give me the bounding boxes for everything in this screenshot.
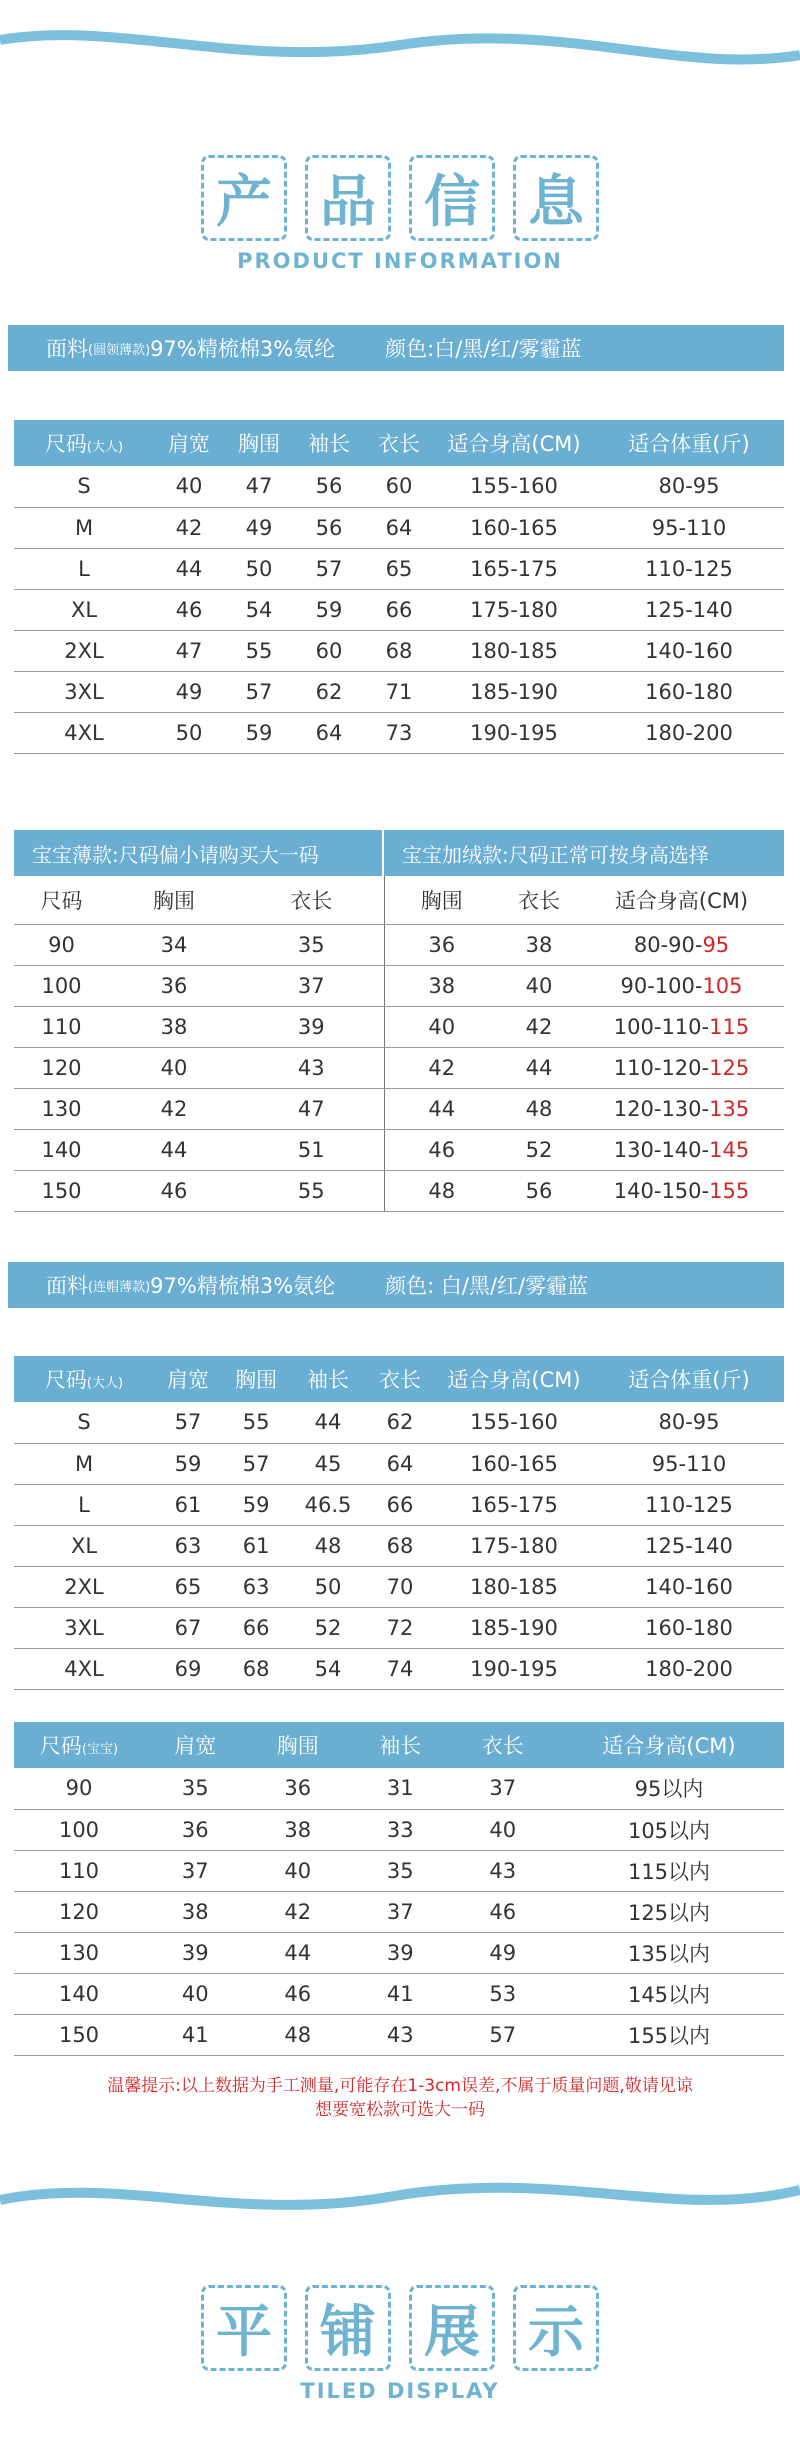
table-cell: M: [14, 1443, 154, 1484]
table-cell: 180-185: [434, 630, 594, 671]
table-cell: 40: [499, 965, 579, 1006]
table-cell: 125-140: [594, 1525, 784, 1566]
table-cell: 41: [349, 1973, 452, 2014]
table-cell: 38: [384, 965, 499, 1006]
table-cell: 90: [14, 924, 109, 965]
table-cell: 175-180: [434, 589, 594, 630]
table-cell: 69: [154, 1648, 222, 1689]
header-length: 衣长: [452, 1722, 555, 1768]
table-cell: 64: [364, 507, 434, 548]
title-char: 铺: [305, 2285, 391, 2371]
table-cell: 140-160: [594, 1566, 784, 1607]
height-max: 145: [709, 1137, 750, 1162]
table-cell: 33: [349, 1809, 452, 1850]
table-cell: 65: [364, 548, 434, 589]
table-cell: 3XL: [14, 671, 154, 712]
table-row: [14, 2014, 784, 2055]
table-cell: 37: [239, 965, 384, 1006]
table-cell: 40: [247, 1850, 350, 1891]
fabric-note: (连帽薄款): [88, 1279, 151, 1295]
title-char: 平: [201, 2285, 287, 2371]
title-subtitle: PRODUCT INFORMATION: [237, 249, 563, 273]
table-cell: 35: [349, 1850, 452, 1891]
table-row: [14, 1006, 784, 1047]
table-cell: 48: [290, 1525, 366, 1566]
table-cell: 66: [222, 1607, 290, 1648]
height-range: 100-110-: [613, 1014, 710, 1039]
table-row: [14, 1809, 784, 1850]
table-cell: 36: [144, 1809, 247, 1850]
tiled-display-title: [0, 2285, 800, 2403]
header-length: 衣长: [239, 876, 384, 924]
table-cell: 59: [222, 1484, 290, 1525]
top-wave-decoration: [0, 0, 800, 90]
table-cell: 44: [384, 1088, 499, 1129]
table-cell: 47: [224, 466, 294, 507]
table-cell: 180-200: [594, 712, 784, 753]
table-cell: 52: [290, 1607, 366, 1648]
header-height: 适合身高(CM): [434, 420, 594, 466]
table-cell: 155-160: [434, 1402, 594, 1443]
baby-fleece-title: 宝宝加绒款:尺码正常可按身高选择: [384, 830, 784, 876]
table-cell: 67: [154, 1607, 222, 1648]
adult-size-table-crewneck: [14, 420, 784, 754]
table-cell: 95以内: [554, 1768, 784, 1809]
title-char: 品: [305, 155, 391, 241]
table-row: [14, 1891, 784, 1932]
table-cell: 68: [364, 630, 434, 671]
table-cell: 39: [239, 1006, 384, 1047]
table-row: [14, 630, 784, 671]
table-row: [14, 671, 784, 712]
table-row: [14, 1768, 784, 1809]
fabric-bar-hoodie: [8, 1262, 784, 1308]
table-cell: 45: [290, 1443, 366, 1484]
baby-thin-title: 宝宝薄款:尺码偏小请购买大一码: [14, 830, 384, 876]
table-cell: 42: [109, 1088, 239, 1129]
header-weight: 适合体重(斤): [594, 420, 784, 466]
table-cell: 46.5: [290, 1484, 366, 1525]
table-row: [14, 507, 784, 548]
table-cell: 165-175: [434, 548, 594, 589]
table-cell: 150: [14, 2014, 144, 2055]
table-cell: 44: [499, 1047, 579, 1088]
fabric-composition: 97%精梳棉3%氨纶: [150, 1274, 336, 1298]
table-cell: 60: [294, 630, 364, 671]
table-cell: 42: [384, 1047, 499, 1088]
table-cell: 40: [144, 1973, 247, 2014]
table-cell: 110: [14, 1850, 144, 1891]
table-cell: 54: [290, 1648, 366, 1689]
table-cell: 120: [14, 1047, 109, 1088]
fabric-label: 面料: [46, 337, 88, 361]
table-cell: 180-200: [594, 1648, 784, 1689]
table-cell: 56: [294, 466, 364, 507]
table-cell: 62: [294, 671, 364, 712]
table-cell: 2XL: [14, 630, 154, 671]
header-height-fleece: 适合身高(CM): [579, 876, 784, 924]
table-cell: M: [14, 507, 154, 548]
table-row: [14, 1973, 784, 2014]
product-info-title: [0, 155, 800, 273]
table-cell-height: [579, 1088, 784, 1129]
header-length: 衣长: [366, 1356, 434, 1402]
table-cell: 50: [290, 1566, 366, 1607]
height-max: 105: [702, 973, 743, 998]
table-cell: 64: [366, 1443, 434, 1484]
baby-size-section: [14, 830, 784, 1212]
table-cell: 38: [499, 924, 579, 965]
table-cell: 44: [154, 548, 224, 589]
table-cell: 59: [224, 712, 294, 753]
table-cell: 40: [384, 1006, 499, 1047]
header-chest: 胸围: [109, 876, 239, 924]
table-cell: 4XL: [14, 712, 154, 753]
table-cell: 175-180: [434, 1525, 594, 1566]
header-shoulder: 肩宽: [154, 420, 224, 466]
table-cell: 35: [239, 924, 384, 965]
table-cell: 140: [14, 1129, 109, 1170]
title-char: 示: [513, 2285, 599, 2371]
note-line-2: 想要宽松款可选大一码: [315, 2100, 485, 2120]
table-cell: 46: [384, 1129, 499, 1170]
title-char: 息: [513, 155, 599, 241]
baby-body: [14, 924, 784, 1211]
table-cell: 125以内: [554, 1891, 784, 1932]
table-cell: 80-95: [594, 466, 784, 507]
table-cell: 100: [14, 1809, 144, 1850]
table-cell: 105以内: [554, 1809, 784, 1850]
table-row: [14, 1129, 784, 1170]
table-cell: 185-190: [434, 671, 594, 712]
adult-size-table-hoodie: [14, 1356, 784, 1690]
table-cell: 55: [222, 1402, 290, 1443]
table-cell: 47: [154, 630, 224, 671]
table-cell: 68: [222, 1648, 290, 1689]
header-length-fleece: 衣长: [499, 876, 579, 924]
size-note: [0, 2074, 800, 2122]
table-cell: 155-160: [434, 466, 594, 507]
bottom-wave-decoration: [0, 2150, 800, 2240]
table-cell: 43: [349, 2014, 452, 2055]
table-cell: 37: [144, 1850, 247, 1891]
table-cell: 68: [366, 1525, 434, 1566]
table-cell: 65: [154, 1566, 222, 1607]
table-cell: XL: [14, 589, 154, 630]
table-cell: 53: [452, 1973, 555, 2014]
table-cell: 160-180: [594, 1607, 784, 1648]
table-cell: 35: [144, 1768, 247, 1809]
table-cell: 34: [109, 924, 239, 965]
header-sleeve: 袖长: [349, 1722, 452, 1768]
table-cell: 38: [247, 1809, 350, 1850]
table-cell: 47: [239, 1088, 384, 1129]
table-cell-height: [579, 1170, 784, 1211]
table-cell: 36: [109, 965, 239, 1006]
adult2-body: [14, 1402, 784, 1689]
table-row: [14, 1648, 784, 1689]
table-cell: 2XL: [14, 1566, 154, 1607]
table-cell: 160-165: [434, 1443, 594, 1484]
table-cell: XL: [14, 1525, 154, 1566]
table-cell: 52: [499, 1129, 579, 1170]
table-cell: 36: [384, 924, 499, 965]
table-cell: 160-180: [594, 671, 784, 712]
table-row: [14, 1402, 784, 1443]
table-cell: 160-165: [434, 507, 594, 548]
header-chest-fleece: 胸围: [384, 876, 499, 924]
table-cell: 110-125: [594, 548, 784, 589]
table-cell: 95-110: [594, 1443, 784, 1484]
table-cell: 95-110: [594, 507, 784, 548]
table-row: [14, 1525, 784, 1566]
table-cell: 42: [154, 507, 224, 548]
table-cell: S: [14, 1402, 154, 1443]
table-cell: 90: [14, 1768, 144, 1809]
table-cell-height: [579, 1006, 784, 1047]
height-range: 130-140-: [613, 1137, 710, 1162]
baby2-body: [14, 1768, 784, 2055]
table-cell: 44: [247, 1932, 350, 1973]
header-size: 尺码: [14, 876, 109, 924]
adult1-body: [14, 466, 784, 753]
table-cell: 115以内: [554, 1850, 784, 1891]
baby-size-table: [14, 876, 784, 1212]
table-cell: 80-95: [594, 1402, 784, 1443]
height-range: 120-130-: [613, 1096, 710, 1121]
table-cell: 57: [154, 1402, 222, 1443]
table-cell: 46: [154, 589, 224, 630]
fabric-note: (圆领薄款): [88, 342, 151, 358]
table-cell: 190-195: [434, 712, 594, 753]
title-char: 展: [409, 2285, 495, 2371]
table-cell: 59: [294, 589, 364, 630]
height-max: 115: [709, 1014, 750, 1039]
header-height: 适合身高(CM): [554, 1722, 784, 1768]
table-cell: 135以内: [554, 1932, 784, 1973]
table-cell: 73: [364, 712, 434, 753]
table-cell: 130: [14, 1932, 144, 1973]
title-char: 信: [409, 155, 495, 241]
table-cell: 43: [452, 1850, 555, 1891]
table-cell: 60: [364, 466, 434, 507]
table-row: [14, 1566, 784, 1607]
table-cell: 165-175: [434, 1484, 594, 1525]
table-cell: 71: [364, 671, 434, 712]
table-cell: 140: [14, 1973, 144, 2014]
table-cell: 31: [349, 1768, 452, 1809]
fabric-composition: 97%精梳棉3%氨纶: [150, 337, 336, 361]
table-cell: 63: [154, 1525, 222, 1566]
table-row: [14, 1932, 784, 1973]
table-cell-height: [579, 1129, 784, 1170]
table-cell: 59: [154, 1443, 222, 1484]
table-cell: 74: [366, 1648, 434, 1689]
table-cell: 4XL: [14, 1648, 154, 1689]
fabric-bar-crewneck: [8, 325, 784, 371]
table-cell: 40: [154, 466, 224, 507]
table-cell: 66: [366, 1484, 434, 1525]
height-max: 135: [709, 1096, 750, 1121]
table-cell-height: [579, 965, 784, 1006]
header-weight: 适合体重(斤): [594, 1356, 784, 1402]
table-row: [14, 712, 784, 753]
table-cell: 57: [452, 2014, 555, 2055]
table-cell: 63: [222, 1566, 290, 1607]
table-cell: 56: [294, 507, 364, 548]
title-char: 产: [201, 155, 287, 241]
table-cell: 66: [364, 589, 434, 630]
header-length: 衣长: [364, 420, 434, 466]
table-cell-height: [579, 924, 784, 965]
table-cell: 180-185: [434, 1566, 594, 1607]
table-cell: S: [14, 466, 154, 507]
table-cell: 62: [366, 1402, 434, 1443]
table-cell: 110: [14, 1006, 109, 1047]
header-size: 尺码(大人): [14, 1356, 154, 1402]
table-cell: 39: [144, 1932, 247, 1973]
table-cell: 70: [366, 1566, 434, 1607]
table-row: [14, 1850, 784, 1891]
table-cell: 155以内: [554, 2014, 784, 2055]
table-cell: 130: [14, 1088, 109, 1129]
header-size: 尺码(宝宝): [14, 1722, 144, 1768]
height-range: 90-100-: [620, 973, 703, 998]
table-cell: 150: [14, 1170, 109, 1211]
table-cell: L: [14, 1484, 154, 1525]
table-cell: 100: [14, 965, 109, 1006]
title-subtitle: TILED DISPLAY: [300, 2379, 500, 2403]
header-sleeve: 袖长: [290, 1356, 366, 1402]
table-cell: 44: [290, 1402, 366, 1443]
table-cell: 54: [224, 589, 294, 630]
table-cell: 61: [154, 1484, 222, 1525]
table-cell: 55: [239, 1170, 384, 1211]
fabric-colors: 颜色: 白/黑/红/雾霾蓝: [385, 1274, 589, 1298]
table-cell: 50: [224, 548, 294, 589]
height-max: 95: [702, 932, 730, 957]
table-cell: 190-195: [434, 1648, 594, 1689]
table-cell: 185-190: [434, 1607, 594, 1648]
table-cell: 48: [384, 1170, 499, 1211]
table-row: [14, 1047, 784, 1088]
table-row: [14, 466, 784, 507]
table-cell: 57: [222, 1443, 290, 1484]
height-range: 140-150-: [613, 1178, 710, 1203]
table-cell: 38: [109, 1006, 239, 1047]
table-cell: 46: [452, 1891, 555, 1932]
table-row: [14, 1170, 784, 1211]
header-shoulder: 肩宽: [154, 1356, 222, 1402]
table-cell: 55: [224, 630, 294, 671]
table-cell: 43: [239, 1047, 384, 1088]
table-cell: 72: [366, 1607, 434, 1648]
table-cell: 48: [247, 2014, 350, 2055]
table-cell: 49: [452, 1932, 555, 1973]
header-height: 适合身高(CM): [434, 1356, 594, 1402]
table-cell: 64: [294, 712, 364, 753]
table-cell: 37: [349, 1891, 452, 1932]
table-cell: 36: [247, 1768, 350, 1809]
header-shoulder: 肩宽: [144, 1722, 247, 1768]
table-cell: 37: [452, 1768, 555, 1809]
table-cell: 49: [154, 671, 224, 712]
table-cell: 42: [499, 1006, 579, 1047]
table-cell: 57: [224, 671, 294, 712]
table-row: [14, 1484, 784, 1525]
table-cell: 40: [109, 1047, 239, 1088]
table-cell: 48: [499, 1088, 579, 1129]
table-cell: 38: [144, 1891, 247, 1932]
table-cell: 51: [239, 1129, 384, 1170]
table-row: [14, 1443, 784, 1484]
table-cell: 110-125: [594, 1484, 784, 1525]
table-cell: 120: [14, 1891, 144, 1932]
fabric-colors: 颜色:白/黑/红/雾霾蓝: [385, 337, 582, 361]
table-cell: 41: [144, 2014, 247, 2055]
table-cell: 3XL: [14, 1607, 154, 1648]
table-cell: 50: [154, 712, 224, 753]
table-cell: L: [14, 548, 154, 589]
height-max: 125: [709, 1055, 750, 1080]
table-cell: 61: [222, 1525, 290, 1566]
table-cell: 145以内: [554, 1973, 784, 2014]
header-chest: 胸围: [224, 420, 294, 466]
table-cell-height: [579, 1047, 784, 1088]
header-chest: 胸围: [247, 1722, 350, 1768]
table-row: [14, 1607, 784, 1648]
header-sleeve: 袖长: [294, 420, 364, 466]
table-cell: 49: [224, 507, 294, 548]
table-cell: 56: [499, 1170, 579, 1211]
header-size: 尺码(大人): [14, 420, 154, 466]
table-cell: 125-140: [594, 589, 784, 630]
table-row: [14, 1088, 784, 1129]
table-cell: 140-160: [594, 630, 784, 671]
table-row: [14, 924, 784, 965]
header-chest: 胸围: [222, 1356, 290, 1402]
baby-hoodie-size-table: [14, 1722, 784, 2056]
table-cell: 44: [109, 1129, 239, 1170]
height-range: 110-120-: [613, 1055, 710, 1080]
table-cell: 46: [109, 1170, 239, 1211]
table-row: [14, 589, 784, 630]
fabric-label: 面料: [46, 1274, 88, 1298]
table-cell: 57: [294, 548, 364, 589]
height-max: 155: [709, 1178, 750, 1203]
height-range: 80-90-: [633, 932, 703, 957]
table-cell: 40: [452, 1809, 555, 1850]
table-row: [14, 965, 784, 1006]
table-cell: 42: [247, 1891, 350, 1932]
table-cell: 39: [349, 1932, 452, 1973]
table-row: [14, 548, 784, 589]
note-line-1: 温馨提示:以上数据为手工测量,可能存在1-3cm误差,不属于质量问题,敬请见谅: [107, 2076, 693, 2096]
table-cell: 46: [247, 1973, 350, 2014]
